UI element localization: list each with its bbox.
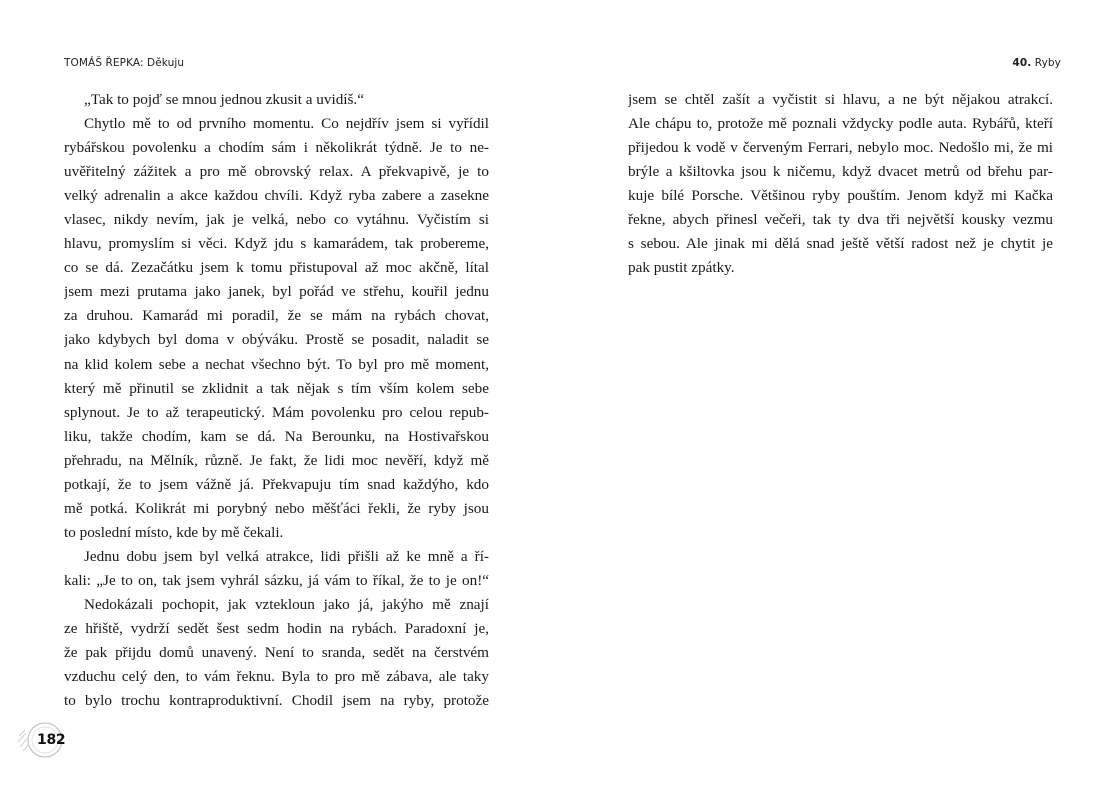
text-line: Nedokázali pochopit, jak vztekloun jako já, jakýho mě znají — [84, 595, 489, 613]
text-line: jsem se chtěl zašít a vyčistit si hlavu, a ne být nějakou atrakcí. — [628, 91, 1053, 108]
text-line: jsem mezi prutama jako janek, byl pořád ve střehu, kouřil jednu — [64, 283, 489, 301]
text-line: brýle a kšiltovka jsou k ničemu, když dvacet metrů od břehu par- — [628, 163, 1053, 181]
text-line: to poslední místo, kde by mě čekali. — [64, 523, 284, 541]
running-head-left: TOMÁŠ ŘEPKA: Děkuju — [64, 57, 185, 69]
text-line: jako kdybych byl doma v obýváku. Prostě se posadit, naladit se — [64, 331, 489, 349]
text-line: splynout. Je to až terapeutický. Mám povolenku pro celou repub- — [64, 403, 489, 421]
body-text-left — [64, 88, 489, 713]
text-line: že pak přijdu domů unavený. Není to sranda, sedět na čerstvém — [64, 644, 489, 662]
text-line: řekne, abych přinesl večeři, tak ty dva tři největší kousky vezmu — [628, 211, 1053, 229]
text-line: Jednu dobu jsem byl velká atrakce, lidi přišli až ke mně a ří- — [84, 547, 489, 565]
text-line: kali: „Je to on, tak jsem vyhrál sázku, já vám to říkal, že to je on!“ — [64, 571, 489, 589]
text-line: vlasec, nikdy nevím, jak je velká, nebo co vytáhnu. Vyčistím si — [64, 211, 489, 229]
running-head-right — [1012, 57, 1061, 69]
text-line: mě potká. Kolikrát mi porybný nebo měšťáci řekli, že ryby jsou — [64, 499, 489, 517]
text-line: Ale chápu to, protože mě poznali vždycky podle auta. Rybářů, kteří — [628, 115, 1053, 133]
text-line: uvěřitelný zážitek a pro mě obrovský relax. A překvapivě, je to — [64, 163, 489, 181]
text-line: velký adrenalin a akce každou chvíli. Když ryba zabere a zasekne — [64, 187, 489, 205]
left-page — [0, 0, 558, 800]
page-number-badge — [16, 718, 64, 762]
text-line: který mě přinutil se zklidnit a tak nějak s tím vším kolem sebe — [64, 379, 489, 397]
text-line: přehradu, na Mělník, různě. Je fakt, že lidi moc nevěří, když mě — [64, 451, 489, 469]
text-line: na klid kolem sebe a nechat všechno být. To byl pro mě moment, — [64, 355, 489, 373]
text-line: „Tak to pojď se mnou jednou zkusit a uvidíš.“ — [84, 91, 364, 108]
text-line: to bylo trochu kontraproduktivní. Chodil jsem na ryby, protože — [64, 692, 489, 710]
text-line: hlavu, promyslím si věci. Když jdu s kamarádem, tak probereme, — [64, 235, 489, 253]
text-line: liku, takže chodím, kam se dá. Na Berounku, na Hostivařskou — [64, 427, 489, 445]
right-page — [558, 0, 1117, 800]
text-line: s sebou. Ale jinak mi dělá snad ještě větší radost než je chytit je — [628, 235, 1053, 253]
text-line: rybářskou povolenku a chodím sám i několikrát týdně. Je to ne- — [64, 139, 489, 157]
text-line: Chytlo mě to od prvního momentu. Co nejdřív jsem si vyřídil — [84, 115, 489, 133]
text-line: co se dá. Zezačátku jsem k tomu přistupoval až moc akčně, lítal — [64, 259, 489, 277]
text-line: přijedou k vodě v červeným Ferrari, nebylo moc. Nedošlo mi, že mi — [628, 139, 1053, 157]
text-line: vzduchu celý den, to vám řeknu. Byla to pro mě zábava, ale taky — [64, 668, 489, 686]
chapter-number: 40. — [1012, 57, 1032, 69]
text-line: ze hřiště, vydrží sedět šest sedm hodin na rybách. Paradoxní je, — [64, 620, 489, 638]
text-line: kuje bílé Porsche. Většinou ryby pouštím. Jenom když mi Kačka — [628, 187, 1053, 205]
text-line: pak pustit zpátky. — [628, 259, 735, 277]
page-number: 182 — [37, 732, 66, 748]
body-text-right — [628, 88, 1053, 280]
text-line: potkají, že to jsem vážně já. Překvapuju tím snad každýho, kdo — [64, 475, 489, 493]
chapter-title: Ryby — [1034, 57, 1061, 69]
text-line: za druhou. Kamarád mi poradil, že se mám na rybách chovat, — [64, 307, 489, 325]
